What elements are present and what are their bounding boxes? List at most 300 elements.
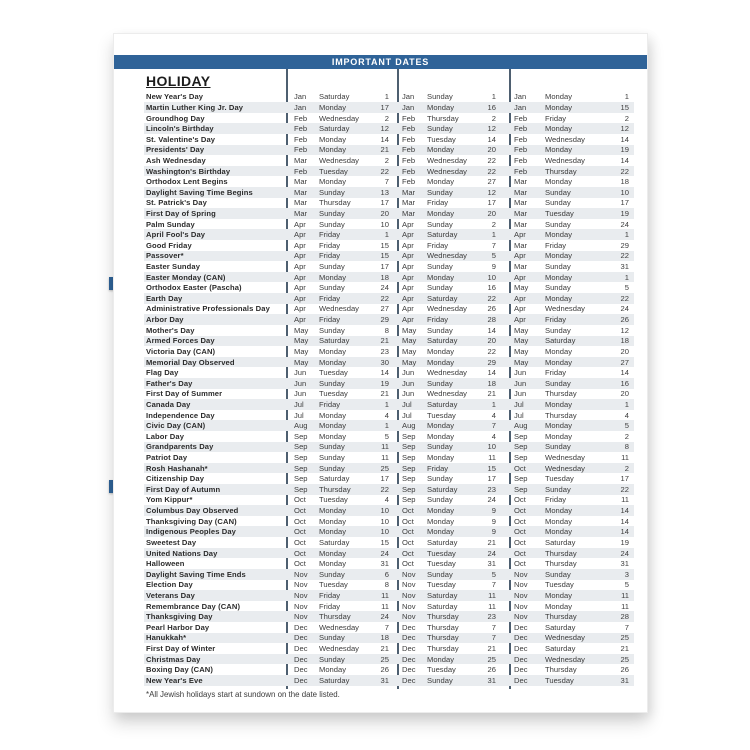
table-row bbox=[144, 155, 634, 166]
year-column-1-cell bbox=[286, 400, 397, 409]
month: Dec bbox=[294, 665, 308, 675]
month: Oct bbox=[294, 559, 306, 569]
year-column-2-cell bbox=[397, 580, 509, 589]
weekday: Sunday bbox=[319, 453, 345, 463]
year-column-2-cell bbox=[397, 103, 509, 112]
month: Nov bbox=[514, 590, 528, 600]
month: Mar bbox=[514, 240, 528, 250]
holiday-name: Memorial Day Observed bbox=[146, 357, 235, 367]
table-row bbox=[144, 548, 634, 559]
holiday-name: Palm Sunday bbox=[146, 219, 195, 229]
weekday: Sunday bbox=[545, 484, 571, 494]
weekday: Monday bbox=[319, 527, 347, 537]
weekday: Sunday bbox=[545, 198, 571, 208]
weekday: Monday bbox=[545, 527, 573, 537]
weekday: Sunday bbox=[545, 325, 571, 335]
year-column-1-cell bbox=[286, 188, 397, 197]
month: Feb bbox=[402, 145, 416, 155]
table-row bbox=[144, 282, 634, 293]
month: Nov bbox=[402, 612, 416, 622]
year-column-3-cell bbox=[509, 241, 634, 250]
year-column-1-cell bbox=[286, 145, 397, 154]
month: Sep bbox=[294, 484, 308, 494]
year-column-3-cell bbox=[509, 156, 634, 165]
month: Apr bbox=[514, 251, 526, 261]
holiday-name: Thanksgiving Day (CAN) bbox=[146, 516, 237, 526]
weekday: Monday bbox=[545, 124, 573, 134]
holiday-name: Victoria Day (CAN) bbox=[146, 346, 216, 356]
weekday: Saturday bbox=[427, 293, 458, 303]
date-number: 7 bbox=[384, 622, 389, 632]
important-dates-label: IMPORTANT DATES bbox=[331, 57, 430, 67]
month: Dec bbox=[514, 633, 528, 643]
weekday: Tuesday bbox=[427, 580, 456, 590]
table-row bbox=[144, 261, 634, 272]
month: Apr bbox=[402, 293, 414, 303]
table-row bbox=[144, 516, 634, 527]
weekday: Saturday bbox=[545, 643, 576, 653]
month: Apr bbox=[294, 251, 306, 261]
year-column-2-cell bbox=[397, 442, 509, 451]
month: Sep bbox=[514, 431, 528, 441]
date-number: 20 bbox=[620, 389, 629, 399]
month: Sep bbox=[402, 431, 416, 441]
year-column-3-cell bbox=[509, 114, 634, 123]
date-number: 28 bbox=[620, 612, 629, 622]
year-column-3-cell bbox=[509, 177, 634, 186]
weekday: Tuesday bbox=[545, 209, 574, 218]
year-column-3-cell bbox=[509, 336, 634, 345]
date-number: 4 bbox=[491, 431, 496, 441]
holiday-name: First Day of Summer bbox=[146, 389, 223, 399]
holiday-name: Presidents' Day bbox=[146, 145, 205, 155]
date-number: 11 bbox=[488, 590, 496, 600]
year-column-3-cell bbox=[509, 400, 634, 409]
month: Sep bbox=[402, 495, 416, 505]
holiday-name: Father's Day bbox=[146, 378, 193, 388]
weekday: Friday bbox=[427, 463, 449, 473]
date-number: 26 bbox=[487, 665, 496, 675]
year-column-1-cell bbox=[286, 230, 397, 239]
date-number: 11 bbox=[488, 601, 496, 611]
holiday-name: Election Day bbox=[146, 580, 193, 590]
weekday: Monday bbox=[319, 134, 347, 144]
holiday-name: Flag Day bbox=[146, 368, 179, 378]
date-number: 12 bbox=[620, 124, 629, 134]
year-column-3-cell bbox=[509, 495, 634, 504]
month: Jun bbox=[294, 368, 307, 378]
month: Jun bbox=[402, 378, 415, 388]
table-row bbox=[144, 198, 634, 209]
year-column-2-cell bbox=[397, 198, 509, 207]
weekday: Friday bbox=[427, 240, 449, 250]
month: Nov bbox=[294, 601, 308, 611]
table-row bbox=[144, 123, 634, 134]
year-column-2-cell bbox=[397, 527, 509, 536]
month: Oct bbox=[294, 506, 306, 516]
month: Mar bbox=[514, 209, 528, 218]
weekday: Monday bbox=[427, 527, 455, 537]
weekday: Monday bbox=[545, 590, 573, 600]
month: Mar bbox=[294, 198, 308, 208]
date-number: 31 bbox=[487, 675, 496, 685]
weekday: Tuesday bbox=[319, 580, 348, 590]
holiday-name: Orthodox Lent Begins bbox=[146, 177, 228, 187]
month: May bbox=[514, 325, 529, 335]
month: Sep bbox=[294, 474, 308, 484]
weekday: Monday bbox=[545, 177, 573, 187]
weekday: Sunday bbox=[319, 633, 345, 643]
date-number: 18 bbox=[620, 336, 629, 346]
date-number: 21 bbox=[487, 643, 496, 653]
holiday-name: Hanukkah* bbox=[146, 633, 187, 643]
holiday-name: St. Patrick's Day bbox=[146, 198, 207, 208]
weekday: Tuesday bbox=[427, 559, 456, 569]
date-number: 12 bbox=[620, 325, 629, 335]
year-column-2-cell bbox=[397, 326, 509, 335]
date-number: 15 bbox=[380, 240, 389, 250]
year-column-3-cell bbox=[509, 379, 634, 388]
date-number: 5 bbox=[491, 569, 496, 579]
month: Oct bbox=[514, 495, 526, 505]
month: Nov bbox=[514, 569, 528, 579]
year-column-1-cell bbox=[286, 527, 397, 536]
holiday-name: Halloween bbox=[146, 559, 185, 569]
year-column-3-cell bbox=[509, 326, 634, 335]
weekday: Monday bbox=[545, 293, 573, 303]
month: Dec bbox=[402, 654, 416, 664]
year-column-3-cell bbox=[509, 251, 634, 260]
year-column-3-cell bbox=[509, 665, 634, 674]
table-row bbox=[144, 399, 634, 410]
holiday-name: Thanksgiving Day bbox=[146, 612, 213, 622]
weekday: Saturday bbox=[319, 474, 350, 484]
weekday: Wednesday bbox=[319, 155, 359, 165]
month: May bbox=[402, 346, 417, 356]
weekday: Monday bbox=[427, 357, 455, 367]
year-column-2-cell bbox=[397, 570, 509, 579]
weekday: Sunday bbox=[319, 283, 345, 293]
weekday: Thursday bbox=[545, 665, 577, 675]
year-column-2-cell bbox=[397, 549, 509, 558]
year-column-2-cell bbox=[397, 655, 509, 664]
date-number: 11 bbox=[381, 601, 389, 611]
date-number: 27 bbox=[620, 357, 629, 367]
year-column-1-cell bbox=[286, 241, 397, 250]
year-column-2-cell bbox=[397, 336, 509, 345]
weekday: Monday bbox=[319, 272, 347, 282]
month: Nov bbox=[402, 590, 416, 600]
date-number: 22 bbox=[620, 484, 629, 494]
month: Nov bbox=[402, 569, 416, 579]
date-number: 2 bbox=[491, 219, 496, 229]
holiday-name: Daylight Saving Time Begins bbox=[146, 187, 253, 197]
holiday-name: Armed Forces Day bbox=[146, 336, 215, 346]
year-column-3-cell bbox=[509, 517, 634, 526]
month: Apr bbox=[294, 283, 306, 293]
weekday: Tuesday bbox=[545, 580, 574, 590]
weekday: Thursday bbox=[427, 113, 459, 123]
year-column-1-cell bbox=[286, 421, 397, 430]
month: Nov bbox=[402, 601, 416, 611]
date-number: 1 bbox=[384, 230, 389, 240]
month: Apr bbox=[294, 262, 306, 272]
month: Feb bbox=[514, 145, 528, 155]
year-column-1-cell bbox=[286, 676, 397, 685]
month: Oct bbox=[402, 537, 414, 547]
year-column-1-cell bbox=[286, 602, 397, 611]
weekday: Monday bbox=[545, 516, 573, 526]
year-column-1-cell bbox=[286, 559, 397, 568]
year-column-3-cell bbox=[509, 538, 634, 547]
weekday: Sunday bbox=[427, 569, 453, 579]
year-column-1-cell bbox=[286, 347, 397, 356]
date-number: 18 bbox=[487, 378, 496, 388]
month: Sep bbox=[402, 453, 416, 463]
year-column-3-cell bbox=[509, 283, 634, 292]
weekday: Wednesday bbox=[427, 389, 467, 399]
date-number: 21 bbox=[487, 537, 496, 547]
year-column-2-cell bbox=[397, 114, 509, 123]
month: Mar bbox=[514, 177, 528, 187]
date-number: 22 bbox=[380, 484, 389, 494]
table-row bbox=[144, 484, 634, 495]
month: Dec bbox=[294, 622, 308, 632]
month: Sep bbox=[514, 442, 528, 452]
date-number: 16 bbox=[487, 283, 496, 293]
month: Nov bbox=[294, 580, 308, 590]
year-column-3-cell bbox=[509, 612, 634, 621]
month: Sep bbox=[294, 463, 308, 473]
date-number: 21 bbox=[380, 643, 389, 653]
weekday: Tuesday bbox=[545, 675, 574, 685]
date-number: 17 bbox=[380, 198, 389, 208]
weekday: Tuesday bbox=[427, 548, 456, 558]
table-row bbox=[144, 367, 634, 378]
date-number: 1 bbox=[491, 92, 496, 102]
holiday-name: Yom Kippur* bbox=[146, 495, 193, 505]
weekday: Saturday bbox=[427, 399, 458, 409]
date-number: 7 bbox=[491, 622, 496, 632]
date-number: 1 bbox=[624, 399, 629, 409]
date-number: 17 bbox=[620, 198, 629, 208]
year-column-2-cell bbox=[397, 304, 509, 313]
year-column-1-cell bbox=[286, 633, 397, 642]
month: Feb bbox=[402, 166, 416, 176]
holiday-name: Martin Luther King Jr. Day bbox=[146, 102, 244, 112]
year-column-2-cell bbox=[397, 135, 509, 144]
date-number: 25 bbox=[487, 654, 496, 664]
year-column-1-cell bbox=[286, 177, 397, 186]
weekday: Sunday bbox=[545, 569, 571, 579]
weekday: Thursday bbox=[427, 633, 459, 643]
year-column-2-cell bbox=[397, 602, 509, 611]
month: Oct bbox=[402, 559, 414, 569]
month: Oct bbox=[402, 516, 414, 526]
year-column-2-cell bbox=[397, 347, 509, 356]
weekday: Sunday bbox=[545, 283, 571, 293]
month: Oct bbox=[294, 537, 306, 547]
date-number: 22 bbox=[620, 251, 629, 261]
weekday: Friday bbox=[427, 198, 449, 208]
table-row bbox=[144, 431, 634, 442]
weekday: Sunday bbox=[427, 187, 453, 197]
year-column-1-cell bbox=[286, 549, 397, 558]
year-column-3-cell bbox=[509, 580, 634, 589]
holiday-name: Labor Day bbox=[146, 431, 185, 441]
weekday: Sunday bbox=[319, 442, 345, 452]
year-column-3-cell bbox=[509, 442, 634, 451]
date-number: 2 bbox=[624, 431, 629, 441]
month: Feb bbox=[294, 113, 308, 123]
year-column-2-cell bbox=[397, 145, 509, 154]
date-number: 15 bbox=[487, 463, 496, 473]
weekday: Monday bbox=[319, 357, 347, 367]
holiday-table bbox=[144, 92, 634, 686]
table-row bbox=[144, 558, 634, 569]
weekday: Wednesday bbox=[427, 251, 467, 261]
weekday: Thursday bbox=[427, 643, 459, 653]
year-column-3-cell bbox=[509, 602, 634, 611]
month: Dec bbox=[402, 665, 416, 675]
table-row bbox=[144, 208, 634, 219]
year-column-3-cell bbox=[509, 549, 634, 558]
weekday: Wednesday bbox=[427, 368, 467, 378]
date-number: 25 bbox=[620, 654, 629, 664]
year-column-2-cell bbox=[397, 209, 509, 218]
holiday-name: First Day of Winter bbox=[146, 643, 216, 653]
date-number: 10 bbox=[380, 219, 389, 229]
date-number: 16 bbox=[487, 102, 496, 112]
month: May bbox=[294, 336, 309, 346]
holiday-name: Rosh Hashanah* bbox=[146, 463, 208, 473]
date-number: 12 bbox=[380, 124, 389, 134]
year-column-1-cell bbox=[286, 294, 397, 303]
date-number: 31 bbox=[380, 675, 389, 685]
year-column-3-cell bbox=[509, 676, 634, 685]
weekday: Sunday bbox=[545, 219, 571, 229]
date-number: 7 bbox=[384, 177, 389, 187]
table-row bbox=[144, 229, 634, 240]
year-column-1-cell bbox=[286, 464, 397, 473]
date-number: 14 bbox=[487, 134, 496, 144]
year-column-1-cell bbox=[286, 580, 397, 589]
date-number: 21 bbox=[380, 389, 389, 399]
weekday: Thursday bbox=[319, 612, 351, 622]
month: Sep bbox=[514, 453, 528, 463]
weekday: Monday bbox=[427, 145, 455, 155]
weekday: Monday bbox=[545, 357, 573, 367]
month: May bbox=[294, 357, 309, 367]
table-row bbox=[144, 134, 634, 145]
date-number: 24 bbox=[620, 304, 629, 314]
month: Oct bbox=[294, 527, 306, 537]
weekday: Friday bbox=[319, 293, 341, 303]
table-row bbox=[144, 293, 634, 304]
date-number: 3 bbox=[624, 569, 629, 579]
date-number: 21 bbox=[487, 389, 496, 399]
year-column-1-cell bbox=[286, 209, 397, 218]
month: Oct bbox=[402, 548, 414, 558]
table-row bbox=[144, 336, 634, 347]
date-number: 24 bbox=[487, 495, 496, 505]
year-column-2-cell bbox=[397, 251, 509, 260]
weekday: Tuesday bbox=[427, 134, 456, 144]
weekday: Sunday bbox=[427, 262, 453, 272]
date-number: 10 bbox=[620, 187, 629, 197]
month: May bbox=[514, 336, 529, 346]
weekday: Monday bbox=[319, 559, 347, 569]
weekday: Saturday bbox=[427, 230, 458, 240]
table-row bbox=[144, 113, 634, 124]
weekday: Monday bbox=[319, 102, 347, 112]
month: Oct bbox=[294, 548, 306, 558]
year-column-2-cell bbox=[397, 517, 509, 526]
date-number: 10 bbox=[487, 442, 496, 452]
holiday-name: Patriot Day bbox=[146, 453, 188, 463]
date-number: 22 bbox=[620, 166, 629, 176]
weekday: Friday bbox=[545, 113, 567, 123]
holiday-name: First Day of Autumn bbox=[146, 484, 221, 494]
date-number: 14 bbox=[487, 325, 496, 335]
holiday-name: Earth Day bbox=[146, 293, 183, 303]
month: Mar bbox=[294, 187, 308, 197]
weekday: Wednesday bbox=[319, 304, 359, 314]
date-number: 5 bbox=[624, 283, 629, 293]
year-column-2-cell bbox=[397, 464, 509, 473]
date-number: 4 bbox=[624, 410, 629, 420]
table-row bbox=[144, 325, 634, 336]
year-column-2-cell bbox=[397, 230, 509, 239]
year-column-3-cell bbox=[509, 124, 634, 133]
year-column-1-cell bbox=[286, 495, 397, 504]
date-number: 31 bbox=[620, 675, 629, 685]
date-number: 11 bbox=[381, 453, 389, 463]
weekday: Thursday bbox=[545, 410, 577, 420]
weekday: Monday bbox=[545, 346, 573, 356]
weekday: Saturday bbox=[319, 675, 350, 685]
year-column-2-cell bbox=[397, 538, 509, 547]
year-column-1-cell bbox=[286, 506, 397, 515]
table-row bbox=[144, 145, 634, 156]
weekday: Thursday bbox=[319, 484, 351, 494]
month: Oct bbox=[514, 516, 526, 526]
date-number: 29 bbox=[487, 357, 496, 367]
year-column-1-cell bbox=[286, 220, 397, 229]
month: Feb bbox=[402, 113, 416, 123]
year-column-3-cell bbox=[509, 623, 634, 632]
table-row bbox=[144, 526, 634, 537]
year-column-2-cell bbox=[397, 315, 509, 324]
weekday: Sunday bbox=[427, 219, 453, 229]
month: Apr bbox=[514, 293, 526, 303]
holiday-name: Passover* bbox=[146, 251, 184, 261]
year-column-2-cell bbox=[397, 453, 509, 462]
table-row bbox=[144, 590, 634, 601]
month: Feb bbox=[402, 155, 416, 165]
year-column-3-cell bbox=[509, 304, 634, 313]
year-column-1-cell bbox=[286, 442, 397, 451]
month: Aug bbox=[294, 421, 308, 431]
month: Sep bbox=[402, 474, 416, 484]
year-column-2-cell bbox=[397, 273, 509, 282]
holiday-name: Citizenship Day bbox=[146, 474, 205, 484]
year-column-2-cell bbox=[397, 612, 509, 621]
date-number: 18 bbox=[380, 633, 389, 643]
year-column-1-cell bbox=[286, 92, 397, 101]
year-column-1-cell bbox=[286, 251, 397, 260]
holiday-name: Mother's Day bbox=[146, 325, 195, 335]
